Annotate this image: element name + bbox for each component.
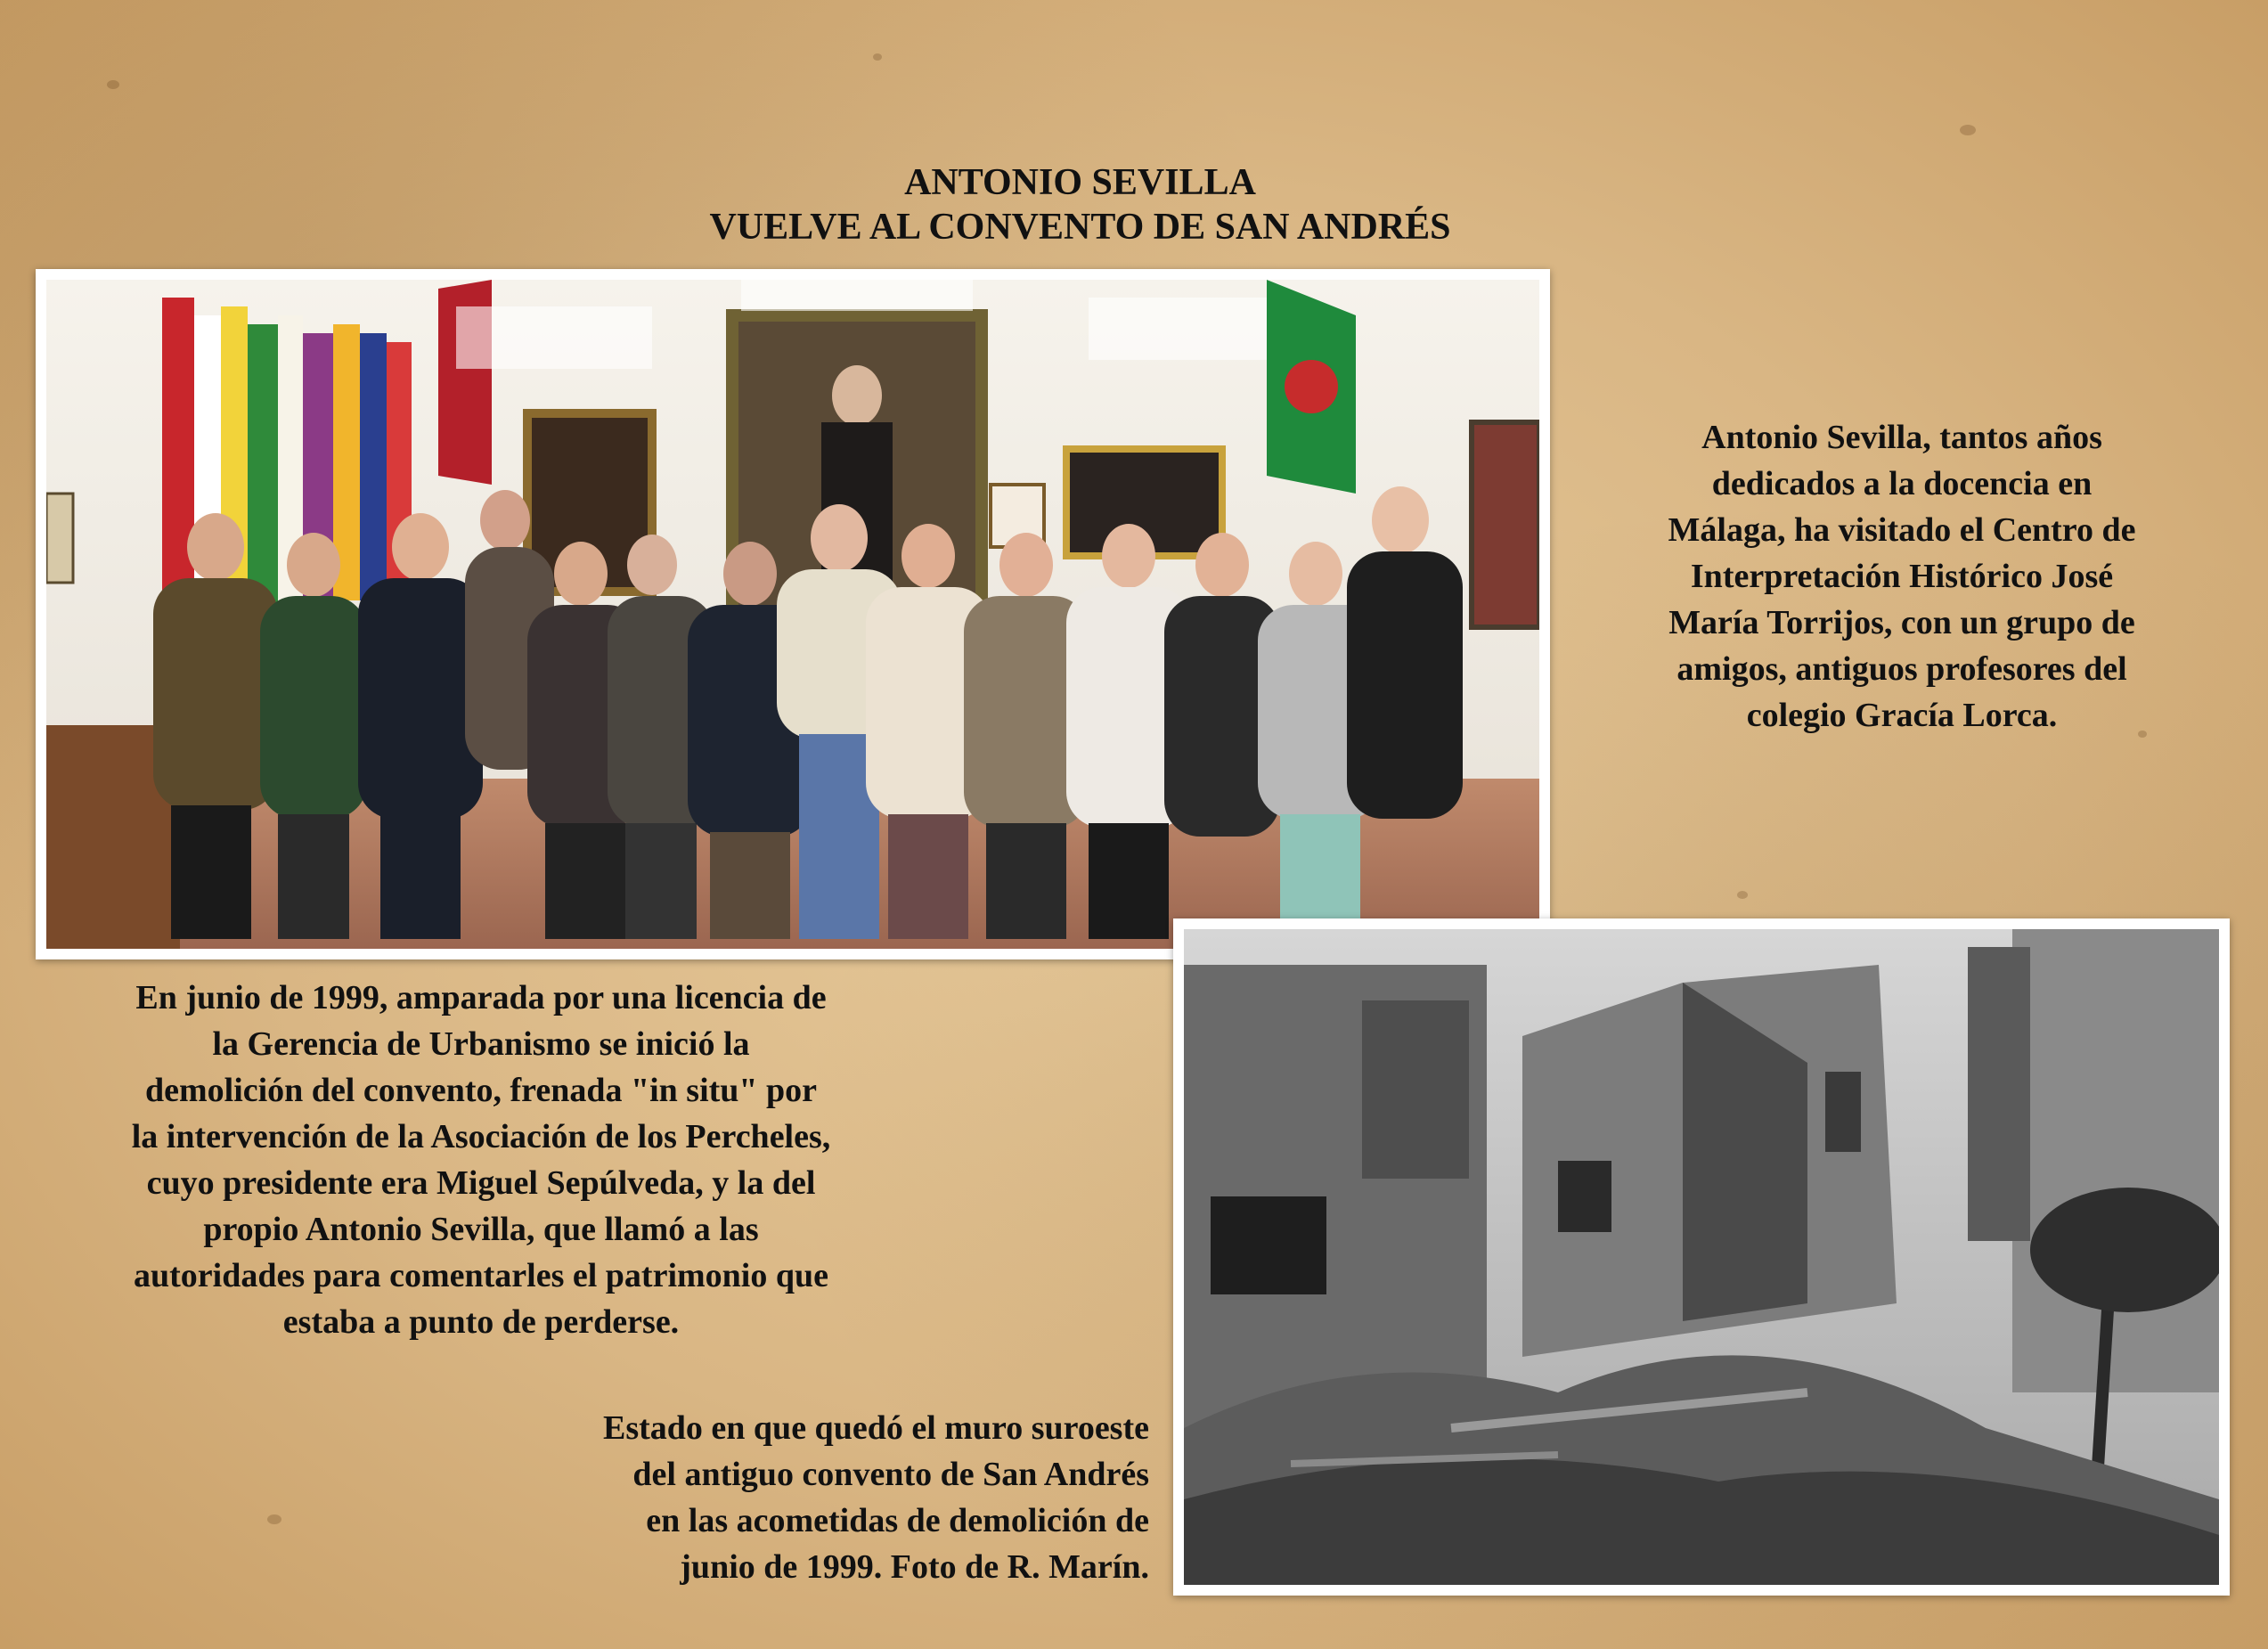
title-line-1: ANTONIO SEVILLA [904,162,1256,203]
side-caption-line: Antonio Sevilla, tantos años [1701,419,2102,456]
history-text-line: autoridades para comentarles el patrimonio que [133,1257,828,1294]
history-text-line: propio Antonio Sevilla, que llamó a las [203,1211,759,1248]
paper-speck [267,1514,281,1524]
photo-caption-line: en las acometidas de demolición de [646,1502,1149,1539]
photo-caption-line: Estado en que quedó el muro suroeste [603,1409,1149,1447]
history-text [27,975,935,1345]
title-line-2: VUELVE AL CONVENTO DE SAN ANDRÉS [709,207,1451,248]
side-caption-line: Málaga, ha visitado el Centro de [1668,511,2136,549]
side-caption-line: dedicados a la docencia en [1711,465,2093,502]
paper-speck [873,53,882,61]
group-photo [36,269,1550,959]
photo-caption-line: junio de 1999. Foto de R. Marín. [680,1548,1149,1586]
side-caption [1581,414,2223,739]
paper-speck [1960,125,1976,135]
history-text-line: estaba a punto de perderse. [282,1303,680,1341]
side-caption-line: María Torrijos, con un grupo de [1668,604,2135,641]
group-photo-image [46,280,1539,949]
ruins-photo-image [1184,929,2219,1585]
ruins-scene-illustration [1184,929,2219,1585]
museum-scene-illustration [46,280,1539,949]
paper-speck [1737,891,1748,899]
history-text-line: demolición del convento, frenada "in situ" por [144,1072,818,1109]
photo-caption [428,1405,1149,1590]
history-text-line: la intervención de la Asociación de los Percheles, [131,1118,831,1155]
side-caption-line: Interpretación Histórico José [1690,558,2114,595]
history-text-line: cuyo presidente era Miguel Sepúlveda, y la del [146,1164,816,1202]
photo-caption-line: del antiguo convento de San Andrés [632,1456,1149,1493]
side-caption-line: amigos, antiguos profesores del [1677,650,2127,688]
history-text-line: En junio de 1999, amparada por una licencia de [135,979,827,1016]
history-text-line: la Gerencia de Urbanismo se inició la [212,1025,750,1063]
ruins-photo [1173,918,2230,1596]
paper-speck [107,80,119,89]
page-title [481,160,1679,249]
side-caption-line: colegio Gracía Lorca. [1746,697,2058,734]
